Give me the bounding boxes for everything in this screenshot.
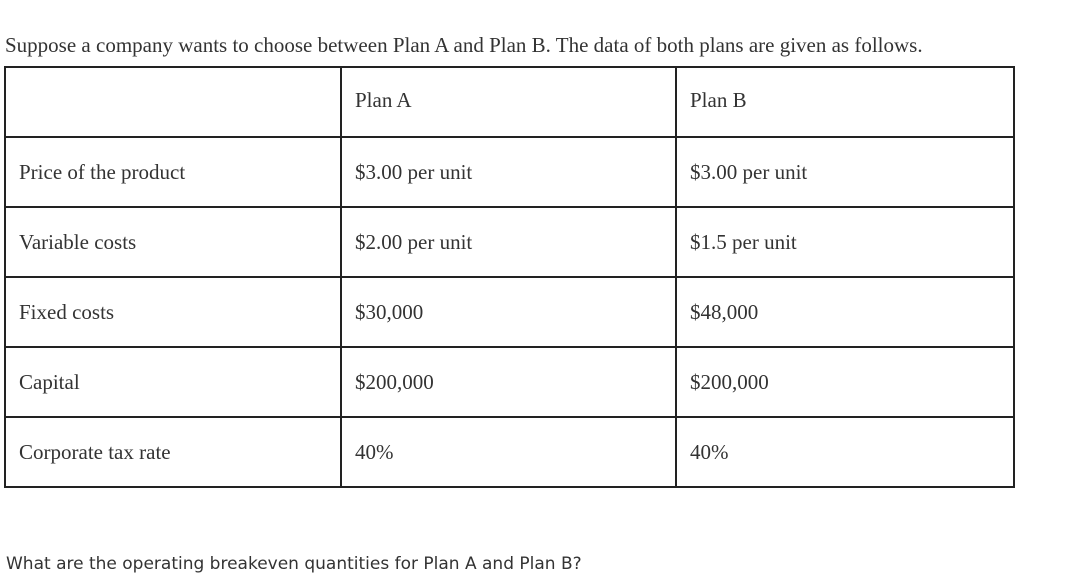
row-label: Price of the product <box>5 137 341 207</box>
plan-b-value: $3.00 per unit <box>676 137 1014 207</box>
table-row <box>5 417 1014 487</box>
table-row <box>5 207 1014 277</box>
row-label: Variable costs <box>5 207 341 277</box>
row-label: Capital <box>5 347 341 417</box>
header-cell-plan-b: Plan B <box>676 67 1014 137</box>
intro-text: Suppose a company wants to choose between Plan A and Plan B. The data of both plans are given as follows. <box>5 33 923 57</box>
table-row <box>5 277 1014 347</box>
header-cell-plan-a: Plan A <box>341 67 676 137</box>
plans-table <box>4 66 1015 488</box>
plan-a-value: $30,000 <box>341 277 676 347</box>
plan-b-value: $200,000 <box>676 347 1014 417</box>
plan-b-value: $48,000 <box>676 277 1014 347</box>
table-row <box>5 137 1014 207</box>
plan-a-value: $200,000 <box>341 347 676 417</box>
table-row <box>5 347 1014 417</box>
table-header-row <box>5 67 1014 137</box>
row-label: Fixed costs <box>5 277 341 347</box>
question-text: What are the operating breakeven quantities for Plan A and Plan B? <box>6 554 582 574</box>
plan-a-value: 40% <box>341 417 676 487</box>
plan-a-value: $3.00 per unit <box>341 137 676 207</box>
row-label: Corporate tax rate <box>5 417 341 487</box>
plan-b-value: 40% <box>676 417 1014 487</box>
header-cell-empty <box>5 67 341 137</box>
plan-b-value: $1.5 per unit <box>676 207 1014 277</box>
plan-a-value: $2.00 per unit <box>341 207 676 277</box>
